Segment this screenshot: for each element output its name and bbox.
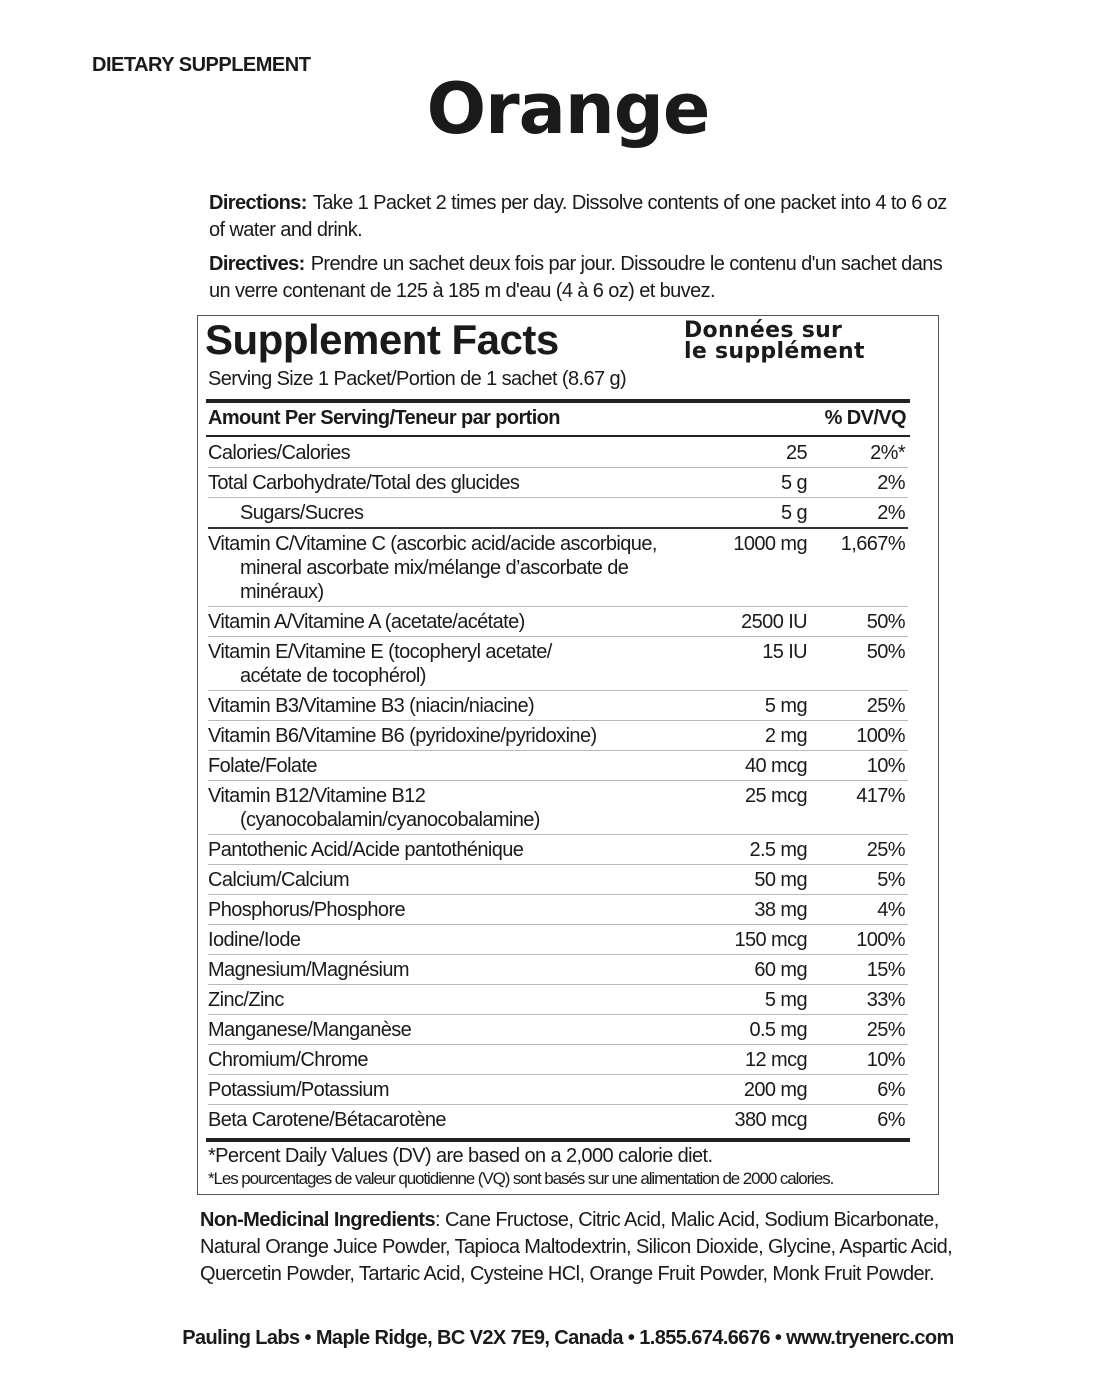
table-row [208, 1045, 908, 1075]
nutrient-dv: 2% [877, 472, 905, 494]
facts-title: Supplement Facts [205, 316, 559, 363]
nutrient-name [208, 471, 697, 495]
table-row [208, 637, 908, 691]
nutrient-dv: 1,667% [840, 533, 905, 555]
nutrient-name [208, 988, 697, 1012]
nutrient-name-line: Total Carbohydrate/Total des glucides [208, 472, 520, 494]
nutrient-dv: 4% [877, 899, 905, 921]
nutrient-name-line2: acétate de tocophérol) [240, 665, 426, 687]
nutrient-name [208, 1078, 697, 1102]
nutrient-name [208, 1048, 697, 1072]
nutrient-name [208, 1018, 697, 1042]
nutrient-dv: 15% [866, 959, 905, 981]
nutrient-name [208, 724, 697, 748]
table-row [208, 1015, 908, 1045]
nutrient-dv: 10% [866, 755, 905, 777]
nutrient-name-line: Vitamin A/Vitamine A (acetate/acétate) [208, 611, 525, 633]
nutrient-name [208, 532, 697, 604]
thick-divider [206, 399, 910, 403]
facts-title-fr-line1: Données sur [684, 318, 843, 343]
nutrient-name-line: Manganese/Manganèse [208, 1019, 412, 1041]
nutrient-name-line: Zinc/Zinc [208, 989, 284, 1011]
table-row [208, 751, 908, 781]
nutrient-amount: 15 IU [762, 641, 807, 663]
nutrient-name-line: Phosphorus/Phosphore [208, 899, 406, 921]
nutrient-name-line: Iodine/Iode [208, 929, 301, 951]
nutrient-dv: 100% [856, 929, 905, 951]
nutrient-name [208, 928, 697, 952]
nutrient-name-line: Folate/Folate [208, 755, 317, 777]
flavor-title: Orange [426, 68, 710, 150]
nutrient-name [208, 610, 697, 634]
nutrient-dv: 25% [866, 1019, 905, 1041]
nutrient-name [208, 694, 697, 718]
nutrient-name-line: Pantothenic Acid/Acide pantothénique [208, 839, 524, 861]
nutrient-name [208, 898, 697, 922]
nutrient-name [208, 754, 697, 778]
nutrient-name [208, 640, 697, 688]
directives [209, 251, 949, 305]
nutrient-amount: 200 mg [743, 1079, 807, 1101]
nutrient-amount: 5 g [780, 472, 807, 494]
nutrient-name-line2: mineral ascorbate mix/mélange d’ascorbate de minéraux) [240, 557, 629, 603]
ingredients-text: : Cane Fructose, Citric Acid, Malic Acid, Sodium Bicarbonate, Natural Orange Juice Powder, Tapioca Maltodextrin, Silicon Dioxide, Glycine, Aspartic Acid, Quercetin Powder, Tartaric Acid, Cysteine HCl, Orange Fruit Powder, Monk Fruit Powder. [200, 1209, 953, 1285]
nutrient-dv: 417% [856, 785, 905, 807]
nutrient-dv: 100% [856, 725, 905, 747]
nutrient-name-line: Potassium/Potassium [208, 1079, 389, 1101]
nutrient-name-line: Vitamin B12/Vitamine B12 [208, 785, 426, 807]
nutrient-name-line: Vitamin C/Vitamine C (ascorbic acid/acide ascorbique, [208, 533, 657, 555]
header-dv: % DV/VQ [824, 407, 906, 429]
nutrient-dv: 50% [866, 611, 905, 633]
table-row [208, 721, 908, 751]
nutrient-amount: 40 mcg [745, 755, 807, 777]
table-row [208, 468, 908, 498]
nutrient-name [208, 784, 697, 832]
nutrient-name-line: Vitamin B3/Vitamine B3 (niacin/niacine) [208, 695, 535, 717]
nutrient-amount: 150 mcg [734, 929, 807, 951]
nutrient-name [208, 501, 697, 525]
table-row [208, 955, 908, 985]
nutrient-amount: 12 mcg [745, 1049, 807, 1071]
table-row [208, 895, 908, 925]
dietary-supplement-label: DIETARY SUPPLEMENT [92, 54, 311, 76]
facts-title-fr-line2: le supplément [684, 339, 865, 364]
nutrient-name [208, 868, 697, 892]
nutrient-table [208, 438, 908, 1134]
table-row [208, 498, 908, 529]
table-row [208, 691, 908, 721]
nutrient-name [208, 958, 697, 982]
ingredients-label: Non-Medicinal Ingredients [200, 1209, 436, 1231]
table-row [208, 865, 908, 895]
nutrient-amount: 2500 IU [741, 611, 807, 633]
footnote-fr: *Les pourcentages de valeur quotidienne (VQ) sont basés sur une alimentation de 2000 calories. [208, 1169, 834, 1188]
nutrient-dv: 5% [877, 869, 905, 891]
nutrient-dv: 2%* [870, 442, 905, 464]
nutrient-name-line: Vitamin E/Vitamine E (tocopheryl acetate/ [208, 641, 552, 663]
serving-size: Serving Size 1 Packet/Portion de 1 sachet (8.67 g) [208, 368, 627, 390]
company-footer: Pauling Labs • Maple Ridge, BC V2X 7E9, Canada • 1.855.674.6676 • www.tryenerc.com [182, 1327, 954, 1349]
nutrient-amount: 5 mg [764, 695, 807, 717]
nutrient-name-line: Calcium/Calcium [208, 869, 350, 891]
nutrient-name [208, 441, 697, 465]
ingredients [200, 1207, 960, 1288]
table-row [208, 781, 908, 835]
thick-divider [206, 1138, 910, 1142]
table-row [208, 1075, 908, 1105]
nutrient-dv: 6% [877, 1109, 905, 1131]
nutrient-name [208, 838, 697, 862]
nutrient-name-line: Chromium/Chrome [208, 1049, 368, 1071]
nutrient-dv: 33% [866, 989, 905, 1011]
supplement-facts-panel [197, 315, 939, 1195]
nutrient-amount: 0.5 mg [749, 1019, 807, 1041]
table-row [208, 529, 908, 607]
footnote-en: *Percent Daily Values (DV) are based on a 2,000 calorie diet. [208, 1145, 713, 1167]
directives-text: Prendre un sachet deux fois par jour. Dissoudre le contenu d'un sachet dans un verre contenant de 125 à 185 m d'eau (4 à 6 oz) et buvez. [209, 253, 943, 302]
table-row [208, 607, 908, 637]
nutrient-amount: 60 mg [754, 959, 807, 981]
table-header [208, 406, 906, 430]
nutrient-dv: 25% [866, 695, 905, 717]
facts-title-fr [684, 320, 865, 362]
directives-label: Directives: [209, 253, 305, 275]
table-row [208, 438, 908, 468]
nutrient-dv: 25% [866, 839, 905, 861]
table-row [208, 835, 908, 865]
nutrient-amount: 25 mcg [745, 785, 807, 807]
nutrient-amount: 5 g [780, 502, 807, 524]
nutrient-name-line2: (cyanocobalamin/cyanocobalamine) [240, 809, 540, 831]
nutrient-dv: 10% [866, 1049, 905, 1071]
nutrient-amount: 38 mg [754, 899, 807, 921]
nutrient-name-line: Sugars/Sucres [240, 502, 364, 524]
directions-label: Directions: [209, 192, 307, 214]
nutrient-amount: 380 mcg [734, 1109, 807, 1131]
nutrient-amount: 25 [785, 442, 807, 464]
nutrient-amount: 2 mg [764, 725, 807, 747]
header-amount: Amount Per Serving/Teneur par portion [208, 407, 560, 429]
nutrient-name-line: Beta Carotene/Bétacarotène [208, 1109, 446, 1131]
nutrient-name [208, 1108, 697, 1132]
nutrient-amount: 5 mg [764, 989, 807, 1011]
table-row [208, 1105, 908, 1134]
nutrient-amount: 1000 mg [733, 533, 807, 555]
table-row [208, 925, 908, 955]
nutrient-dv: 50% [866, 641, 905, 663]
divider [206, 435, 910, 437]
nutrient-name-line: Vitamin B6/Vitamine B6 (pyridoxine/pyridoxine) [208, 725, 597, 747]
nutrient-dv: 6% [877, 1079, 905, 1101]
nutrient-amount: 2.5 mg [749, 839, 807, 861]
directions-text: Take 1 Packet 2 times per day. Dissolve contents of one packet into 4 to 6 oz of water and drink. [209, 192, 947, 241]
nutrient-name-line: Magnesium/Magnésium [208, 959, 409, 981]
nutrient-name-line: Calories/Calories [208, 442, 351, 464]
table-row [208, 985, 908, 1015]
nutrient-amount: 50 mg [754, 869, 807, 891]
directions [209, 190, 949, 244]
nutrient-dv: 2% [877, 502, 905, 524]
